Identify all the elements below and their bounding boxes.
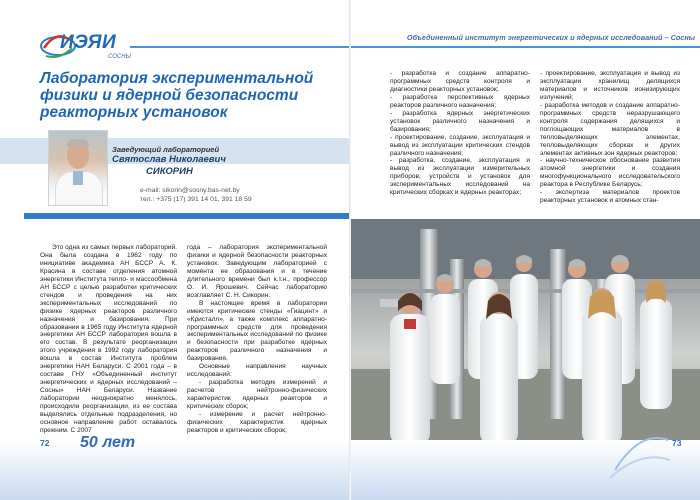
body-column-4: - проектирование, эксплуатация и вывод из эксплуатации хранилищ делящихся материалов и источников ионизирующих излучений; - разработка методов и создание аппаратно-программных средств неразрушающего контроля содержания делящихся и поглощающих материалов в тепловыделяющих элементах, тепловыделяющих сборках и других элементах активных зон ядерных реакторов; - научно-техническое обоснование развития атомной энергетики и создания многофункционального исследовательского реактора в Республике Беларусь; - экспертиза материалов проектов реакторных установок и атомных стан- <box>540 70 680 205</box>
page-number-left: 72 <box>40 438 50 448</box>
head-of-lab-photo <box>48 130 108 206</box>
footer-swoosh-icon <box>610 420 670 480</box>
page-number-right: 73 <box>672 438 682 448</box>
person-surname: СИКОРИН <box>146 166 193 177</box>
logo-sub: СОСНЫ <box>108 54 131 60</box>
person-role: Заведующий лабораторией <box>112 145 220 154</box>
team-photo-illustration <box>350 219 700 445</box>
body-column-1: Это одна из самых первых лабораторий. Она была создана в 1962 году по инициативе академика АН БССР А. К. Красина в составе отделения атомной энергетики Института тепло- и массообмена АН БССР с целью разработки критических стендов и проведения на них экспериментальных исследований по физике ядерных реакторов различного назначения и базирования. При образовании в 1965 году Института ядерной энергетики АН БССР лаборатория вошла в его состав. В результате реорганизации этого учреждения в 1992 году лаборатория вошла в состав Института проблем энергетики НАН Беларуси. С 2001 года – в составе ГНУ «Объединенный институт энергетических и ядерных исследований – Сосны» НАН Беларуси. Название лаборатории неоднократно менялось, происходили реорганизации, из ее состава выделялись отдельные подразделения, но основное направление работ оставалось прежним. С 2007 <box>40 244 177 434</box>
header-rule-right <box>350 46 700 48</box>
institute-logo <box>36 26 131 66</box>
left-footer <box>0 440 350 500</box>
laboratory-team-photo <box>350 219 700 445</box>
running-header: Объединенный институт энергетических и ядерных исследований – Сосны <box>406 33 695 42</box>
left-blue-band <box>24 213 350 219</box>
person-contacts <box>140 186 252 204</box>
person-name: Святослав Николаевич <box>112 154 226 165</box>
right-page <box>350 0 700 500</box>
person-phone: тел.: +375 (17) 391 14 01, 391 18 59 <box>140 196 252 203</box>
anniversary-mark: 50 лет <box>80 434 136 451</box>
person-email: e-mail: sikorin@sosny.bas-net.by <box>140 187 240 194</box>
spine-gutter <box>349 0 351 500</box>
body-column-3: - разработка и создание аппаратно-программных средств контроля и диагностики реакторных установок; - разработка перспективных ядерных реакторов различного назначения; - разработка ядерных энергетических установок различного назначения и базирования; - проектирование, создание, эксплуатация и вывод из эксплуатации критических стендов различного назначения; - разработка, создание, эксплуатация и вывод из эксплуатации измерительных приборов, устройств и установок для экспериментальных исследований на критических сборках и ядерных реакторах; <box>390 70 530 197</box>
logo-name: ИЭЯИ <box>60 32 117 53</box>
article-title: Лаборатория экспериментальной физики и ядерной безопасности реакторных установок <box>40 70 314 121</box>
body-column-2: года – лаборатория экспериментальной физики и ядерной безопасности реакторных установок. Заведующим лабораторией с момента ее образования и в течение длительного времени был к.т.н., профессор О. И. Ярошевич. Сейчас лабораторию возглавляет С. Н. Сикорин. В настоящее время в лаборатории имеются критические стенды «Гиацинт» и «Кристалл», а также комплекс аппаратно-программных средств для проведения экспериментальных исследований по физике и безопасности при разработке ядерных реакторов различного назначения и базирования. Основные направления научных исследований: - разработка методик измерений и расчетов нейтронно-физических характеристик ядерных реакторов и критических сборок; - измерение и расчет нейтронно-физических характеристик ядерных реакторов и критических сборок; <box>187 244 327 434</box>
header-rule <box>130 46 350 48</box>
